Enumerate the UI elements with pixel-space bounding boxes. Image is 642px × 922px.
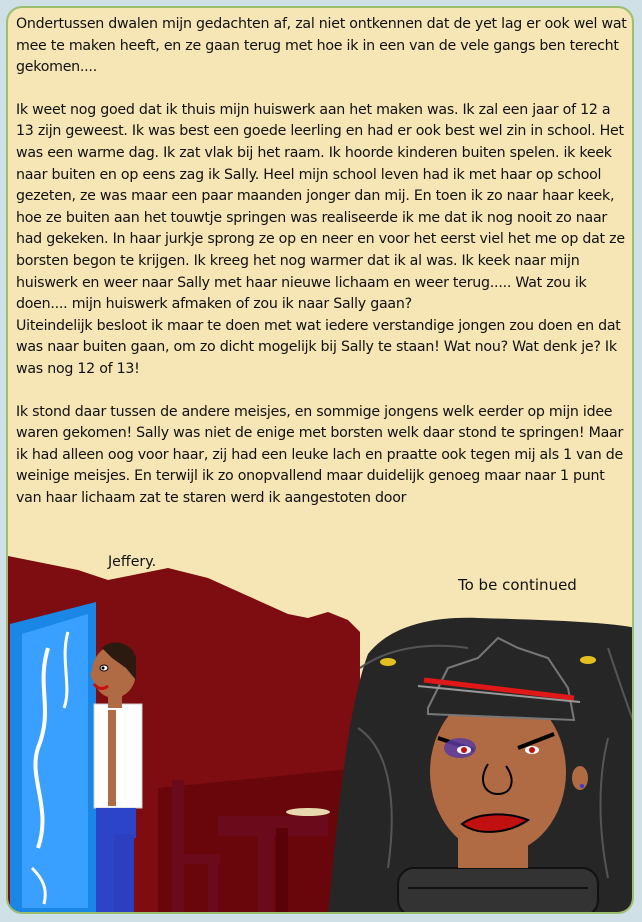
story-paragraph-2: Ik weet nog goed dat ik thuis mijn huiswerk aan het maken was. Ik zal een jaar of 12 a 13 zijn geweest. Ik was best een goede leerling en had er ook best wel zin in school. Het was een warme dag. Ik zat vlak bij het raam. Ik hoorde kinderen buiten spelen. ik keek naar buiten en op eens zag ik Sally. Heel mijn school leven had ik met haar op school gezeten, ze was maar een paar maanden jonger dan mij. En toen ik zo naar haar keek, hoe ze buiten aan het touwtje springen was realiseerde ik me dat ik nog nooit zo naar had gekeken. In haar jurkje sprong ze op en neer en voor het eerst viel het me op dat ze borsten begon te krijgen. Ik kreeg het nog warmer dat ik al was. Ik keek naar mijn huiswerk en weer naar Sally met haar nieuwe lichaam en weer terug..... Wat zou ik doen.... mijn huiswerk afmaken of zou ik naar Sally gaan? (16, 101, 625, 313)
window-icon (10, 602, 96, 914)
story-signature: Jeffery. (108, 554, 157, 570)
story-paragraph-1: Ondertussen dwalen mijn gedachten af, zal niet ontkennen dat de yet lag er ook wel wat mee te maken heeft, en ze gaan terug met hoe ik in een van de vele gangs ben terecht gekomen.... (16, 16, 627, 76)
comic-panel (6, 6, 634, 914)
story-paragraph-3: Uiteindelijk besloot ik maar te doen met wat iedere verstandige jongen zou doen en dat was naar buiten gaan, om zo dicht mogelijk bij Sally te staan! Wat nou? Wat denk je? Ik was nog 12 of 13! (16, 317, 621, 377)
story-paragraph-4: Ik stond daar tussen de andere meisjes, en sommige jongens welk eerder op mijn idee waren gekomen! Sally was niet de enige met borsten welk daar stond te springen! Maar ik had alleen oog voor haar, zij had een leuke lach en praatte ook tegen mij als 1 van de weinige meisjes. En terwijl ik zo onopvallend maar duidelijk genoeg maar naar 1 punt van haar lichaam zat te staren werd ik aangestoten door (16, 403, 624, 506)
to-be-continued-label: To be continued (458, 576, 577, 594)
story-text (16, 14, 632, 509)
